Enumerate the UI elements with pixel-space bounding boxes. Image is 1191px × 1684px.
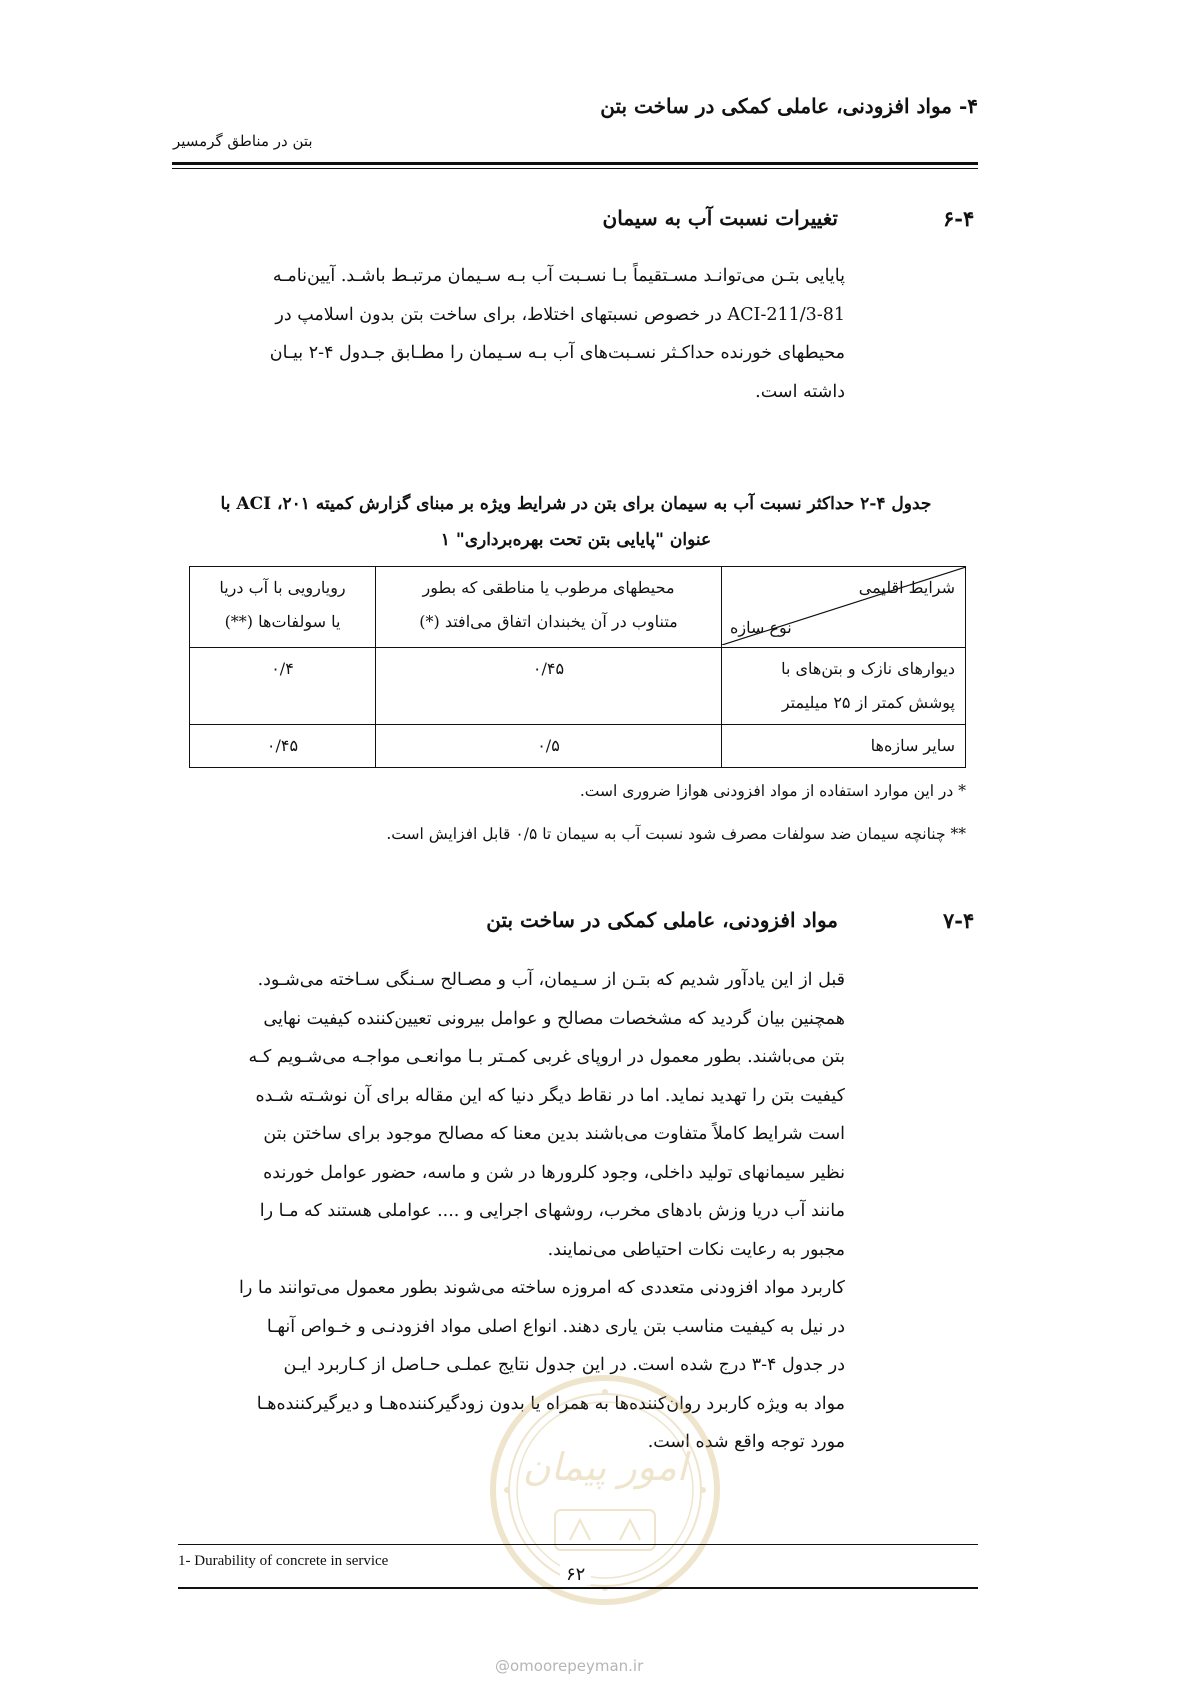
row-value: ۰/۴۵ <box>376 648 722 725</box>
seal-stamp-icon <box>485 1370 725 1614</box>
book-title: بتن در مناطق گرمسیر <box>173 132 313 150</box>
row-value: ۰/۵ <box>376 725 722 768</box>
paragraph-line: همچنین بیان گردید که مشخصات مصالح و عوامل بیرونی تعیین‌کننده کیفیت نهایی <box>263 1008 845 1029</box>
page-number-rule <box>178 1587 978 1589</box>
paragraph-line: کیفیت بتن را تهدید نماید. اما در نقاط دیگر دنیا که این مقاله برای آن نوشـته شـده <box>255 1085 845 1106</box>
paragraph-line: بتن می‌باشند. بطور معمول در اروپای غربی کمـتر بـا موانعـی مواجـه می‌شـویم کـه <box>248 1047 845 1067</box>
table-note: ** چنانچه سیمان ضد سولفات مصرف شود نسبت آب به سیمان تا ۰/۵ قابل افزایش است. <box>386 825 966 843</box>
row-value: ۰/۴۵ <box>190 725 376 768</box>
paragraph-line: مورد توجه واقع شده است. <box>647 1432 845 1452</box>
row-label <box>722 648 966 725</box>
paragraph-line: در جدول ۴-۳ درج شده است. در این جدول نتایج عملـی حـاصل از کـاربرد ایـن <box>283 1355 845 1375</box>
section-title: مواد افزودنی، عاملی کمکی در ساخت بتن <box>486 908 838 932</box>
header-text-line: رویارویی با آب دریا <box>219 578 346 597</box>
table-caption-line: جدول ۴-۲ حداکثر نسبت آب به سیمان برای بتن در شرایط ویژه بر مبنای گزارش کمیته ۲۰۱، ACI با <box>220 494 932 514</box>
table-row <box>190 648 966 725</box>
section-paragraph <box>173 257 845 411</box>
section-number: ۶-۴ <box>943 206 975 231</box>
table-header-row <box>190 567 966 648</box>
row-label-line: دیوارهای نازک و بتن‌های با <box>781 659 955 678</box>
header-text-line: متناوب در آن یخبندان اتفاق می‌افتد (*) <box>419 612 678 631</box>
paragraph-line: پایایی بتـن می‌توانـد مسـتقیماً بـا نسـبت آب بـه سـیمان مرتبـط باشـد. آیین‌نامـه <box>272 266 845 286</box>
table-caption-line: عنوان "پایایی بتن تحت بهره‌برداری" ۱ <box>440 530 712 550</box>
header-structure: نوع سازه <box>730 618 792 637</box>
paragraph-line: کاربرد مواد افزودنی متعددی که امروزه ساخته می‌شوند بطور معمول می‌توانند ما را <box>239 1278 845 1298</box>
data-table <box>189 566 966 768</box>
header-text-line: یا سولفات‌ها (**) <box>224 612 341 631</box>
paragraph-line: مجبور به رعایت نکات احتیاطی می‌نمایند. <box>547 1239 845 1260</box>
table-row <box>190 725 966 768</box>
paragraph-line: قبل از این یادآور شدیم که بتـن از سـیمان، آب و مصـالح سـنگی سـاخته می‌شـود. <box>257 970 845 990</box>
paragraph-line: ACI-211/3-81 در خصوص نسبتهای اختلاط، برای ساخت بتن بدون اسلامپ در <box>275 304 845 325</box>
header-text-line: محیطهای مرطوب یا مناطقی که بطور <box>422 578 675 597</box>
watermark-text: @omoorepeyman.ir <box>495 1657 644 1675</box>
paragraph-line: است شرایط کاملاً متفاوت می‌باشند بدین معنا که مصالح موجود برای ساختن بتن <box>263 1124 845 1144</box>
header-col-humid <box>376 567 722 648</box>
paragraph-line: داشته است. <box>755 381 845 402</box>
row-label: سایر سازه‌ها <box>722 725 966 768</box>
row-label-line: پوشش کمتر از ۲۵ میلیمتر <box>781 693 955 712</box>
chapter-header: ۴- مواد افزودنی، عاملی کمکی در ساخت بتن <box>600 94 978 118</box>
paragraph-line: مواد به ویژه کاربرد روان‌کننده‌ها به همراه یا بدون زودگیرکننده‌هـا و دیرگیرکننده‌هـا <box>256 1393 845 1414</box>
row-value: ۰/۴ <box>190 648 376 725</box>
paragraph-line: نظیر سیمانهای تولید داخلی، وجود کلرورها در شن و ماسه، حضور عوامل خورنده <box>263 1162 845 1183</box>
header-rule-thick <box>172 162 978 165</box>
header-climate: شرایط اقلیمی <box>858 578 955 597</box>
footnote: 1- Durability of concrete in service <box>178 1553 389 1569</box>
footnote-rule <box>178 1544 978 1545</box>
paragraph-line: مانند آب دریا وزش بادهای مخرب، روشهای اجرایی و .... عواملی هستند که مـا را <box>259 1201 845 1221</box>
header-diagonal-cell <box>722 567 966 648</box>
page-number: ۶۲ <box>560 1564 591 1585</box>
paragraph-line: محیطهای خورنده حداکـثر نسـبت‌های آب بـه سـیمان را مطـابق جـدول ۴-۲ بیـان <box>269 343 845 363</box>
paragraph-line: در نیل به کیفیت مناسب بتن یاری دهند. انواع اصلی مواد افزودنـی و خـواص آنهـا <box>266 1316 845 1337</box>
header-col-seawater <box>190 567 376 648</box>
header-rule-thin <box>172 168 978 169</box>
table-caption <box>160 486 992 558</box>
svg-text:امور پیمان: امور پیمان <box>522 1445 688 1489</box>
table-note: * در این موارد استفاده از مواد افزودنی هوازا ضروری است. <box>579 782 966 800</box>
section-title: تغییرات نسبت آب به سیمان <box>602 206 838 230</box>
section-number: ۷-۴ <box>943 908 975 933</box>
